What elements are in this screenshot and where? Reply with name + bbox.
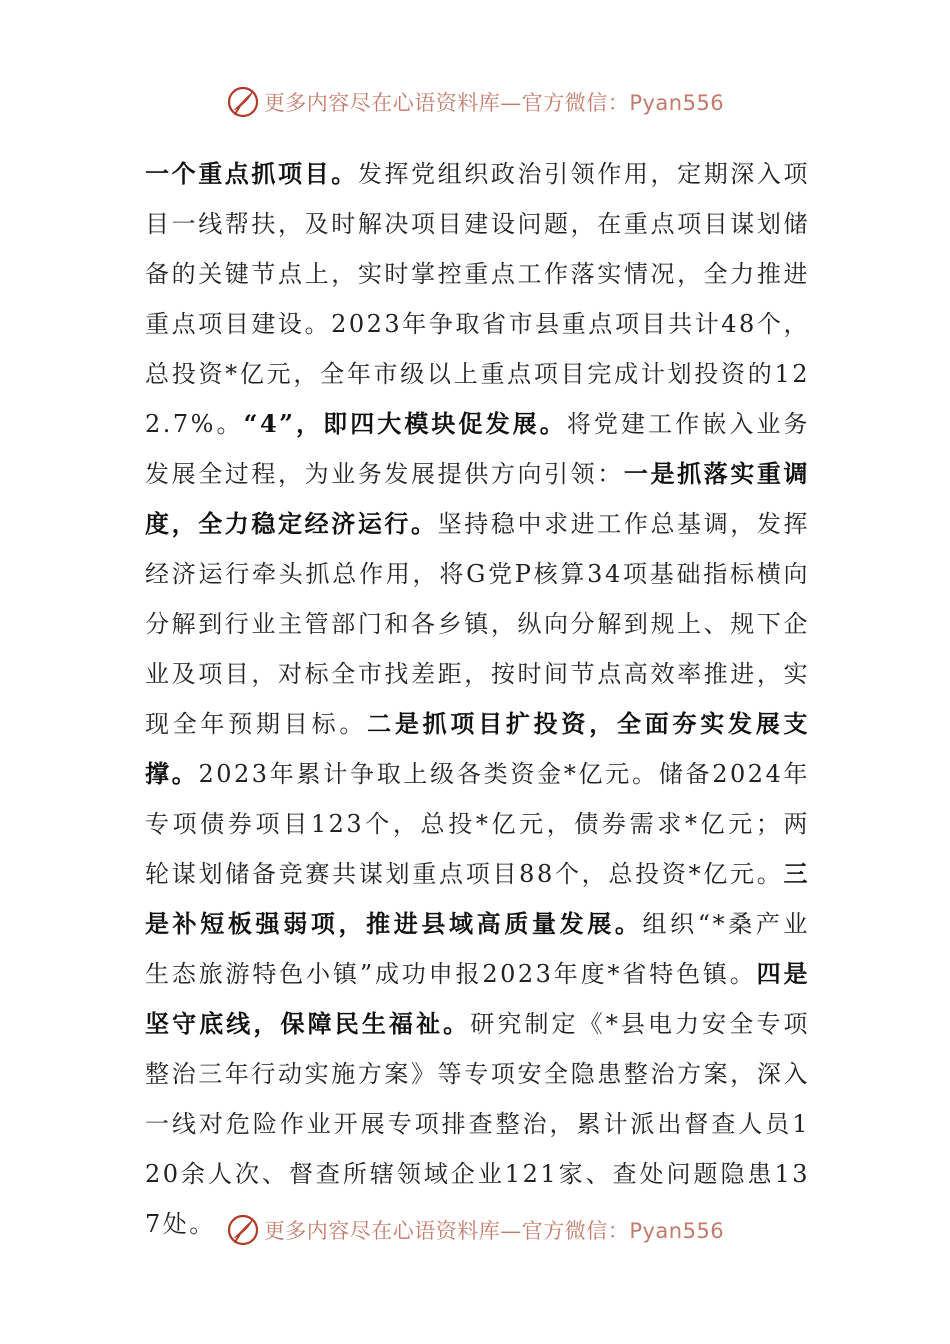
bold-heading-run: “4”，即四大模块促发展。 (243, 409, 567, 438)
quill-pen-logo-icon (226, 1213, 260, 1247)
banner-wechat-id: Pyan556 (629, 1219, 725, 1243)
banner-label: 更多内容尽在心语资料库—官方微信： (263, 91, 630, 115)
bold-heading-run: 一是抓落实重调度，全力稳定经济运行。 (145, 459, 810, 538)
banner-text (264, 1215, 724, 1245)
bold-heading-run: 三是补短板强弱项，推进县域高质量发展。 (145, 859, 810, 938)
text-run: 2023年累计争取上级各类资金*亿元。储备2024年专项债券项目123个，总投*亿元，债券需求*亿元；两轮谋划储备竞赛共谋划重点项目88个，总投资*亿元。 (145, 760, 811, 888)
bold-heading-run: 一个重点抓项目。 (145, 159, 358, 188)
text-run: 组织“*桑产业生态旅游特色小镇”成功申报2023年度*省特色镇。 (145, 910, 811, 988)
text-run: 研究制定《*县电力安全专项整治三年行动实施方案》等专项安全隐患整治方案，深入一线对危险作业开展专项排查整治，累计派出督查人员120余人次、督查所辖领域企业121家、查处问题隐患137处。 (145, 1010, 810, 1238)
banner-wechat-id: Pyan556 (629, 91, 725, 115)
document-paragraph (145, 149, 810, 1249)
banner-text (264, 87, 724, 117)
text-run: 发挥党组织政治引领作用，定期深入项目一线帮扶，及时解决项目建设问题，在重点项目谋划储备的关键节点上，实时掌控重点工作落实情况，全力推进重点项目建设。2023年争取省市县重点项目共计48个，总投资*亿元，全年市级以上重点项目完成计划投资的122.7%。 (145, 160, 811, 438)
quill-pen-logo-icon (226, 85, 260, 119)
bold-heading-run: 二是抓项目扩投资，全面夯实发展支撑。 (145, 709, 811, 788)
footer-watermark-banner (0, 1208, 950, 1252)
bold-heading-run: 四是坚守底线，保障民生福祉。 (145, 959, 810, 1038)
text-run: 将党建工作嵌入业务发展全过程，为业务发展提供方向引领： (145, 410, 810, 488)
banner-label: 更多内容尽在心语资料库—官方微信： (263, 1219, 630, 1243)
text-run: 坚持稳中求进工作总基调，发挥经济运行牵头抓总作用，将G党P核算34项基础指标横向分解到行业主管部门和各乡镇，纵向分解到规上、规下企业及项目，对标全市找差距，按时间节点高效率推进，实现全年预期目标。 (145, 510, 811, 738)
header-watermark-banner (0, 80, 950, 124)
